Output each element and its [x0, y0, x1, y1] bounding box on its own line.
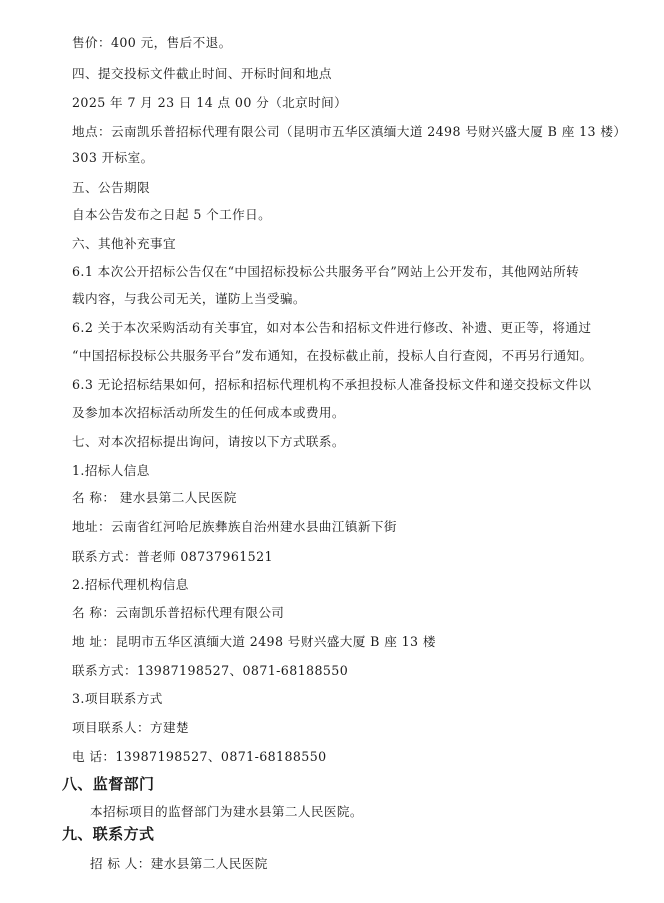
notice-period: 自本公告发布之日起 5 个工作日。 — [72, 207, 272, 222]
project-contact-person: 项目联系人：方建楚 — [72, 720, 189, 735]
item-6-1-line-1: 6.1 本次公开招标公告仅在“中国招标投标公共服务平台”网站上公开发布，其他网站所转 — [72, 264, 580, 279]
opening-location: 地点：云南凯乐普招标代理有限公司（昆明市五华区滇缅大道 2498 号财兴盛大厦 B 座 13 楼） — [72, 124, 627, 139]
deadline-time: 2025 年 7 月 23 日 14 点 00 分（北京时间） — [72, 95, 348, 110]
tenderer-address: 地址：云南省红河哈尼族彝族自治州建水县曲江镇新下街 — [72, 519, 397, 534]
section-8-title: 八、监督部门 — [62, 775, 155, 793]
project-contact-title: 3.项目联系方式 — [72, 691, 163, 706]
section-7-title: 七、对本次招标提出询问，请按以下方式联系。 — [72, 434, 345, 449]
opening-room: 303 开标室。 — [72, 150, 154, 165]
tenderer-info-title: 1.招标人信息 — [72, 463, 150, 478]
item-6-2-line-2: “中国招标投标公共服务平台”发布通知，在投标截止前，投标人自行查阅，不再另行通知。 — [72, 348, 593, 363]
item-6-3-line-1: 6.3 无论招标结果如何，招标和招标代理机构不承担投标人准备投标文件和递交投标文件以 — [72, 377, 592, 392]
item-6-3-line-2: 及参加本次招标活动所发生的任何成本或费用。 — [72, 405, 345, 420]
price-line: 售价：400 元，售后不退。 — [72, 35, 232, 50]
section-4-title: 四、提交投标文件截止时间、开标时间和地点 — [72, 66, 332, 81]
item-6-2-line-1: 6.2 关于本次采购活动有关事宜，如对本公告和招标文件进行修改、补遗、更正等，将通过 — [72, 320, 592, 335]
agency-contact: 联系方式：13987198527、0871-68188550 — [72, 663, 349, 678]
tenderer-name: 名 称： 建水县第二人民医院 — [72, 490, 237, 505]
supervision-body: 本招标项目的监督部门为建水县第二人民医院。 — [90, 804, 363, 819]
agency-address: 地 址：昆明市五华区滇缅大道 2498 号财兴盛大厦 B 座 13 楼 — [72, 634, 436, 649]
project-contact-phone: 电 话：13987198527、0871-68188550 — [72, 749, 327, 764]
item-6-1-line-2: 载内容，与我公司无关，谨防上当受骗。 — [72, 291, 306, 306]
tenderer-contact: 联系方式：普老师 08737961521 — [72, 549, 273, 564]
section-5-title: 五、公告期限 — [72, 180, 150, 195]
contact-tenderer: 招 标 人：建水县第二人民医院 — [90, 856, 268, 871]
agency-info-title: 2.招标代理机构信息 — [72, 577, 189, 592]
agency-name: 名 称：云南凯乐普招标代理有限公司 — [72, 605, 285, 620]
section-9-title: 九、联系方式 — [62, 825, 155, 843]
section-6-title: 六、其他补充事宜 — [72, 236, 176, 251]
